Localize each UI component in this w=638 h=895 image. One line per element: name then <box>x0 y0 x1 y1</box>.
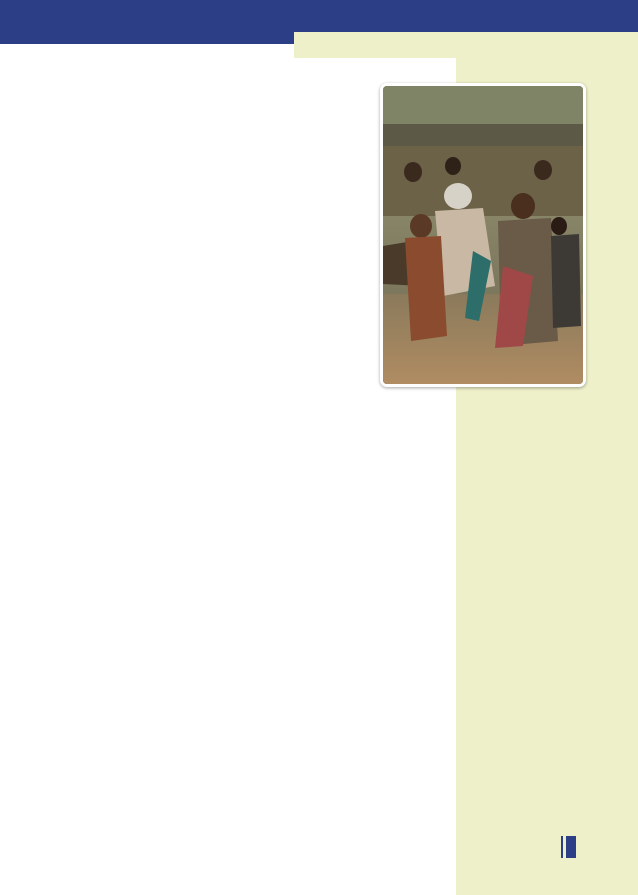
flood-evacuation-photo <box>383 86 583 384</box>
chapter-header-strip <box>294 32 638 58</box>
figure-photo-frame <box>380 83 586 387</box>
page-marker-thin-bar <box>561 836 563 858</box>
page-marker-bar <box>566 836 576 858</box>
main-text-column-bottom <box>93 403 453 409</box>
